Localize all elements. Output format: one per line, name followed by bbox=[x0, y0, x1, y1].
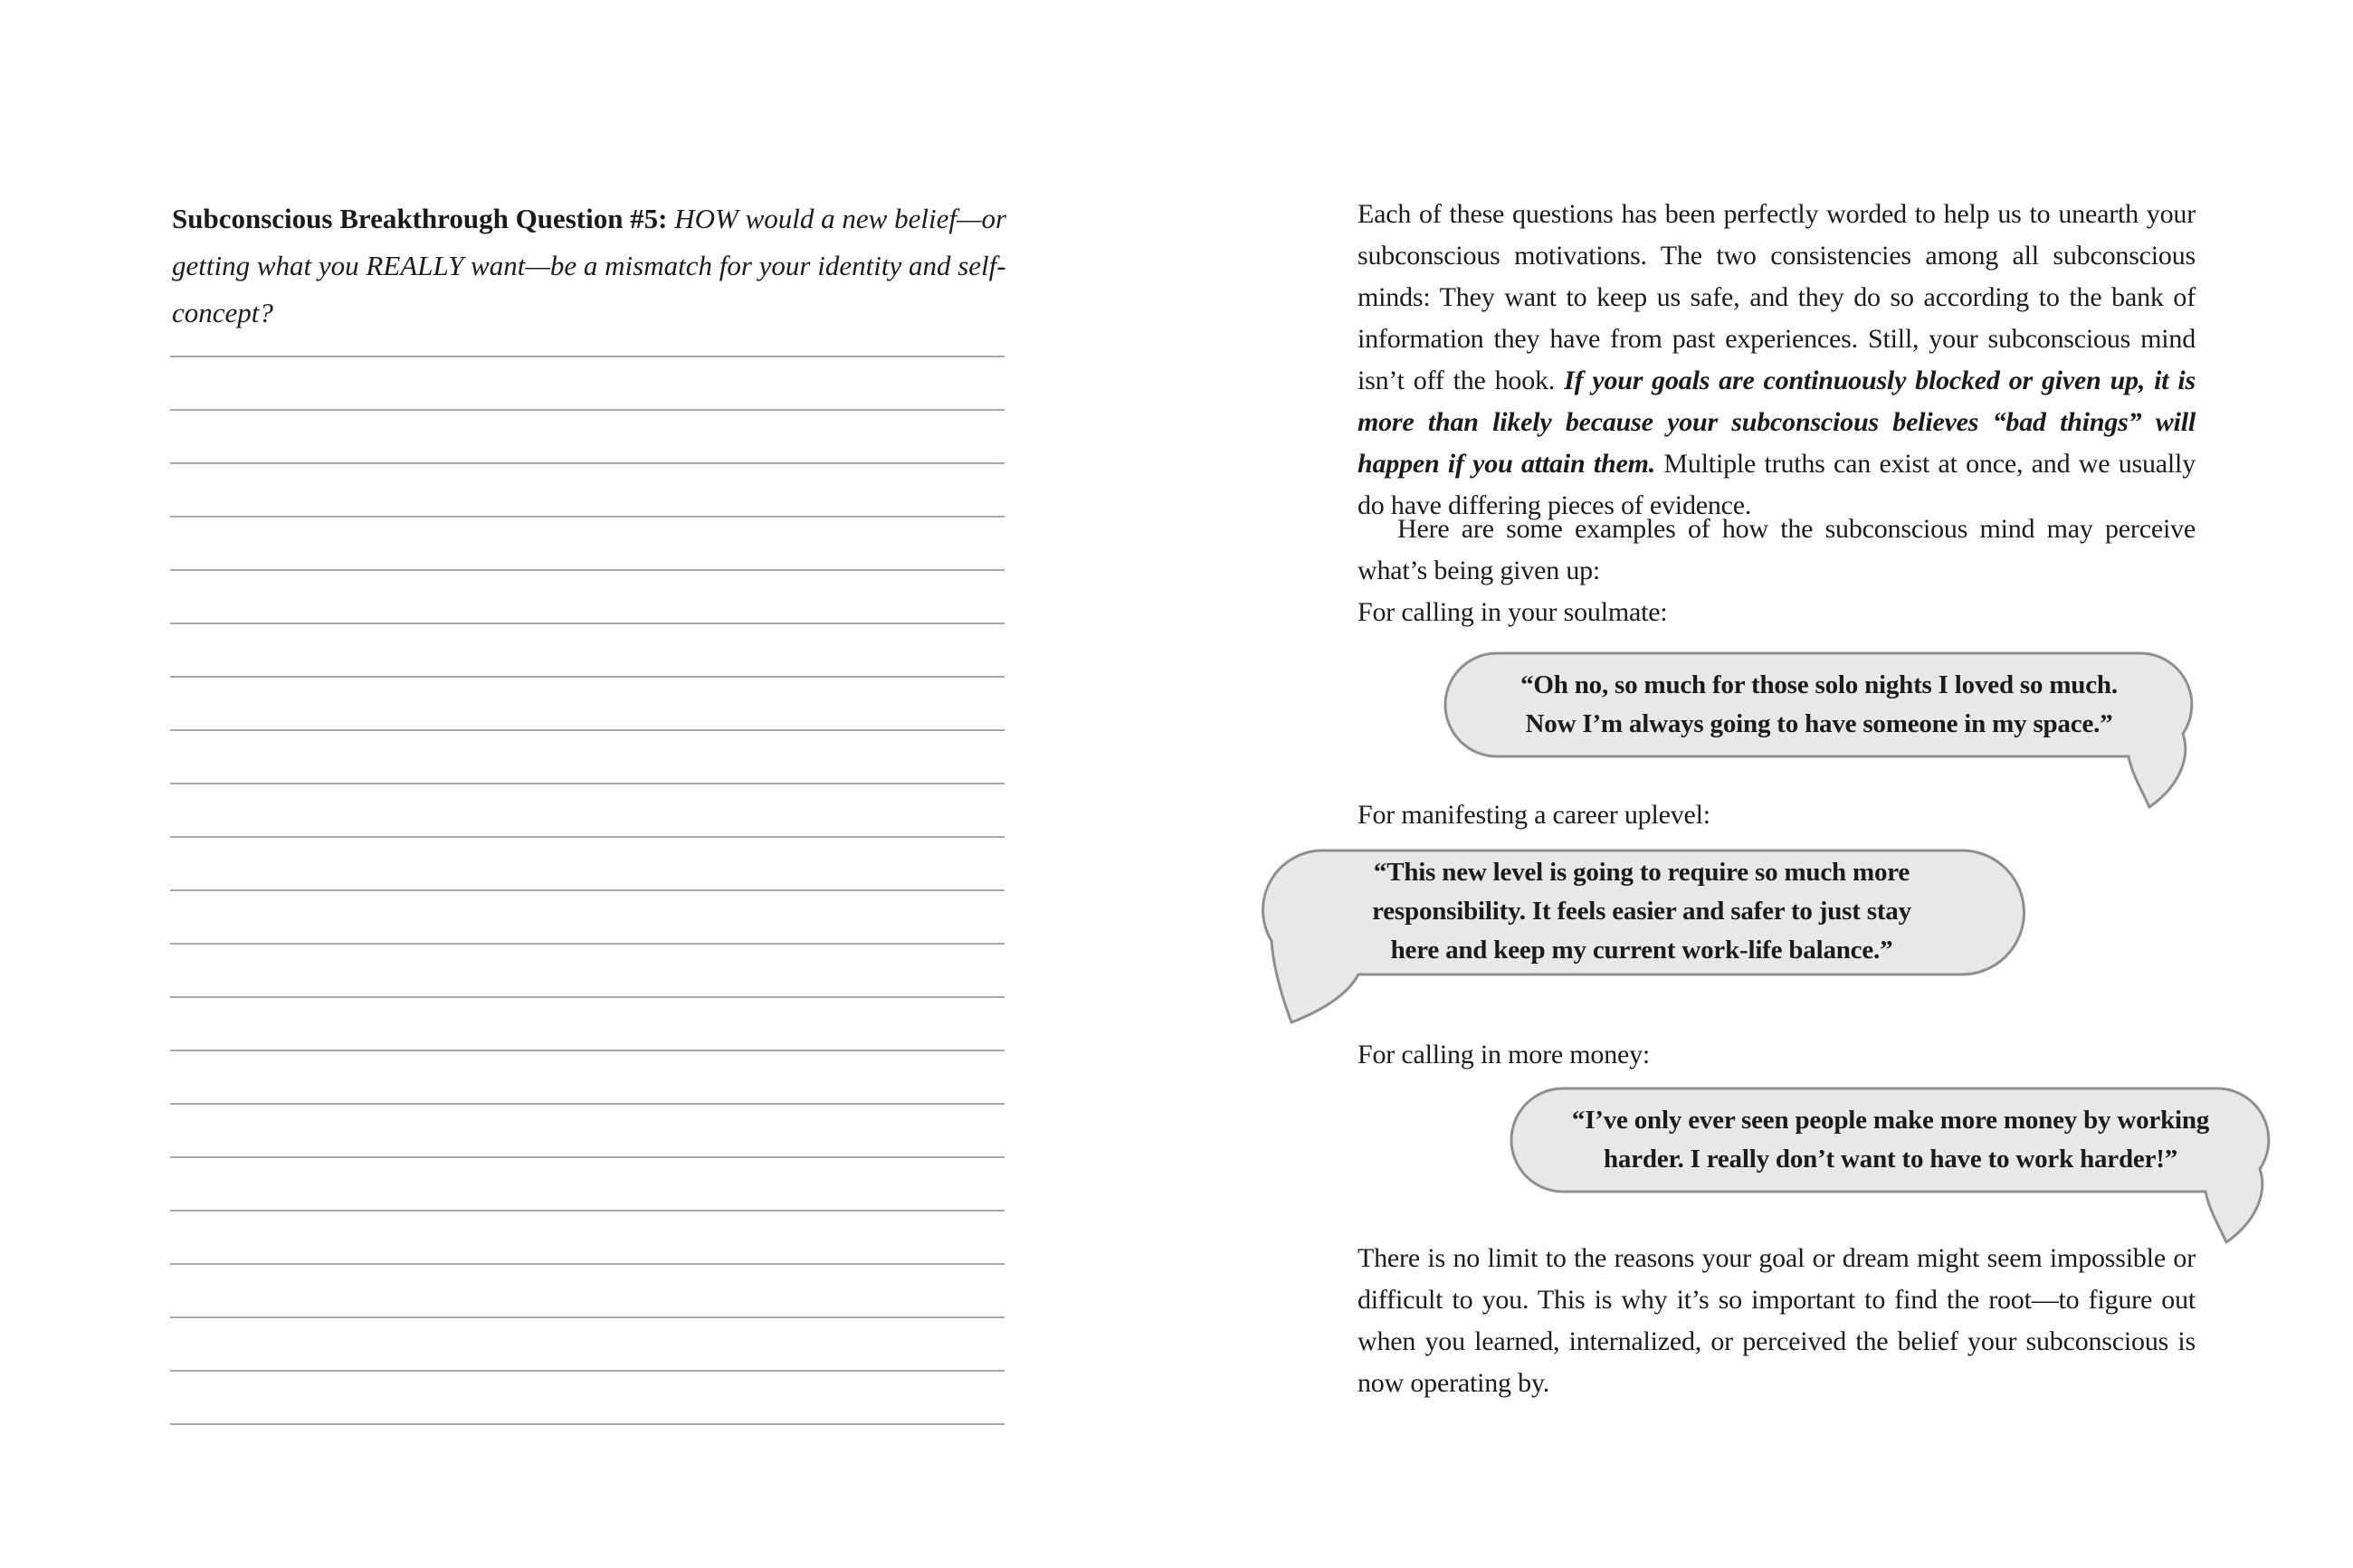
ruled-line bbox=[170, 1212, 1005, 1265]
ruled-line bbox=[170, 945, 1005, 998]
ruled-line bbox=[170, 998, 1005, 1051]
ruled-line bbox=[170, 678, 1005, 731]
paragraph-subconscious-intro bbox=[1358, 194, 2196, 527]
ruled-line bbox=[170, 571, 1005, 624]
ruled-line bbox=[170, 838, 1005, 891]
paragraph-examples-intro: Here are some examples of how the subconscious mind may perceive what’s being given up: bbox=[1358, 514, 2196, 585]
ruled-line bbox=[170, 731, 1005, 784]
label-money: For calling in more money: bbox=[1358, 1040, 1651, 1069]
bubble-line: “This new level is going to require so much more bbox=[1373, 858, 1910, 887]
ruled-line bbox=[170, 1051, 1005, 1105]
ruled-line bbox=[170, 1265, 1005, 1318]
label-soulmate: For calling in your soulmate: bbox=[1358, 597, 1668, 627]
bubble-line: “I’ve only ever seen people make more money by working bbox=[1571, 1106, 2210, 1135]
emphasized-text: If your goals are continuously blocked or given up, it is more than likely because your subconscious believes “bad things” will happen if you attain them. bbox=[1358, 366, 2196, 479]
ruled-line bbox=[170, 518, 1005, 571]
ruled-line bbox=[170, 1105, 1005, 1158]
ruled-line bbox=[170, 891, 1005, 945]
speech-bubble-text bbox=[1261, 849, 2023, 974]
question-number-label: Subconscious Breakthrough Question #5: bbox=[172, 203, 675, 234]
ruled-line bbox=[170, 1318, 1005, 1372]
bubble-line: responsibility. It feels easier and safer to just stay bbox=[1372, 897, 1911, 926]
ruled-line bbox=[170, 304, 1005, 357]
bubble-line: harder. I really don’t want to have to work harder!” bbox=[1603, 1145, 2177, 1174]
ruled-line bbox=[170, 784, 1005, 838]
speech-bubble-money bbox=[1510, 1087, 2272, 1250]
ruled-line bbox=[170, 411, 1005, 464]
paragraph-no-limit: There is no limit to the reasons your goal or dream might seem impossible or difficult to you. This is why it’s so important to find the root—to figure out when you learned, internalized, or perceived the belief your subconscious is now operating by. bbox=[1358, 1243, 2196, 1398]
bubble-line: here and keep my current work-life balance.” bbox=[1390, 936, 1893, 965]
label-career: For manifesting a career uplevel: bbox=[1358, 800, 1710, 830]
bubble-line: Now I’m always going to have someone in my space.” bbox=[1525, 709, 2113, 738]
ruled-line bbox=[170, 464, 1005, 518]
ruled-lines bbox=[170, 304, 1005, 1425]
ruled-line bbox=[170, 624, 1005, 678]
paragraph-text: Each of these questions has been perfectly worded to help us to unearth your subconscious motivations. The two consistencies among all subconscious minds: They want to keep us safe, and they do so according to the bank of information they have from past experiences. Still, your subconscious mind isn’t off the hook. bbox=[1358, 199, 2196, 395]
bubble-line: “Oh no, so much for those solo nights I loved so much. bbox=[1520, 670, 2118, 699]
speech-bubble-text bbox=[1510, 1087, 2272, 1193]
ruled-line bbox=[170, 1158, 1005, 1212]
question-text: HOW would a new belief—or getting what you REALLY want—be a mismatch for your identity and self-concept? bbox=[172, 203, 1007, 328]
paragraph-text: Multiple truths can exist at once, and we usually do have differing pieces of evidence. bbox=[1358, 449, 2196, 520]
speech-bubble-soulmate bbox=[1443, 651, 2195, 814]
speech-bubble-career bbox=[1261, 849, 2023, 1030]
speech-bubble-text bbox=[1443, 651, 2195, 758]
ruled-line bbox=[170, 1372, 1005, 1425]
ruled-line bbox=[170, 357, 1005, 411]
